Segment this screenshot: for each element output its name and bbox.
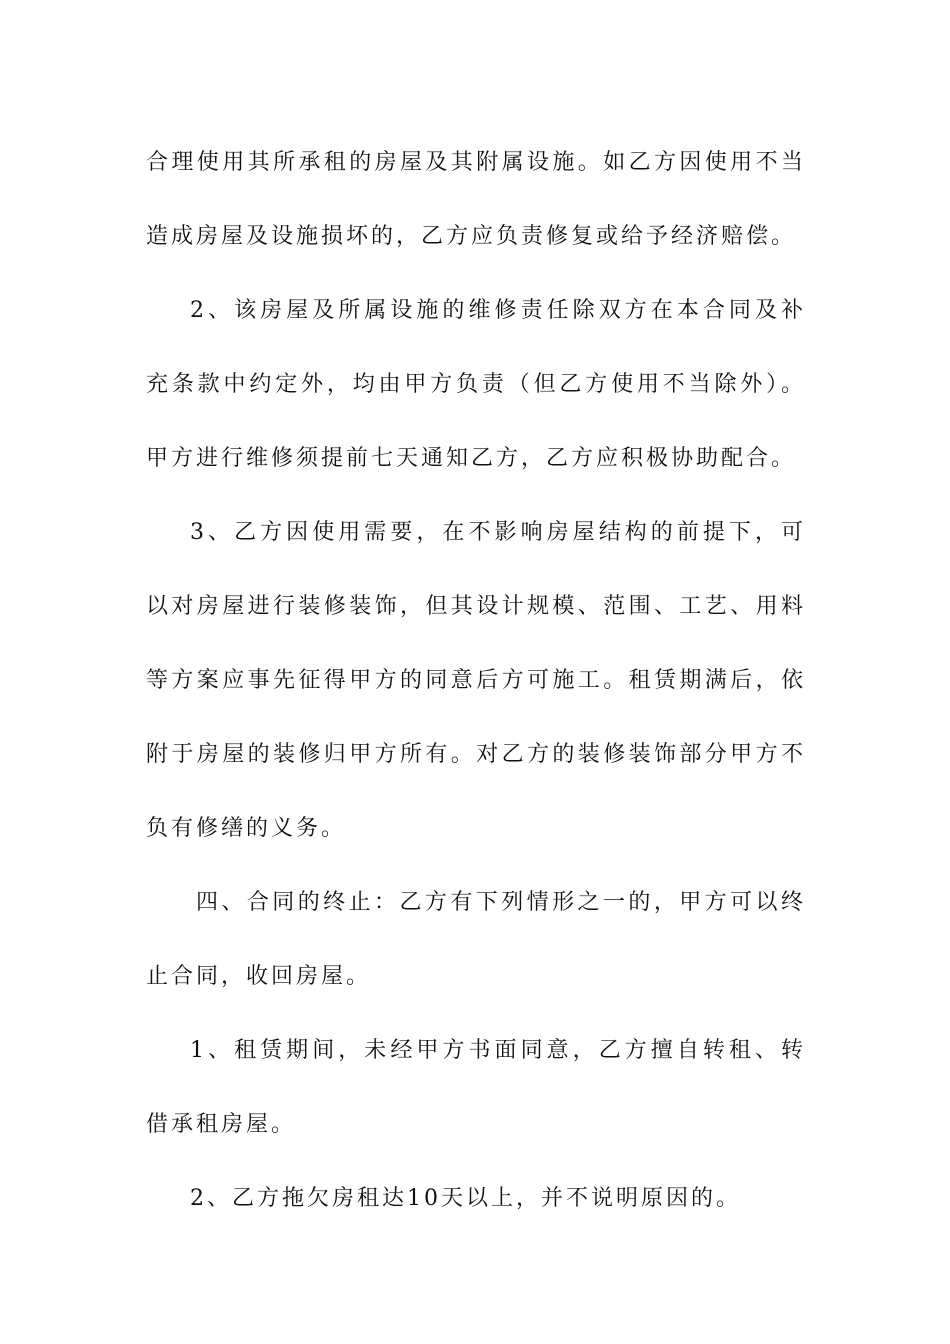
paragraph-renovation: 3、乙方因使用需要，在不影响房屋结构的前提下，可以对房屋进行装修装饰，但其设计规模、范围、工艺、用料等方案应事先征得甲方的同意后方可施工。租赁期满后，依附于房屋的装修归甲方所有。对乙方的装修装饰部分甲方不负有修缮的义务。 — [146, 520, 806, 841]
paragraph-termination-rent-arrears: 2、乙方拖欠房租达10天以上，并不说明原因的。 — [190, 1186, 741, 1211]
document-body — [146, 126, 806, 1236]
paragraph-maintenance-responsibility: 2、该房屋及所属设施的维修责任除双方在本合同及补充条款中约定外，均由甲方负责（但乙方使用不当除外）。甲方进行维修须提前七天通知乙方，乙方应积极协助配合。 — [146, 298, 806, 471]
paragraph-usage-and-damage: 合理使用其所承租的房屋及其附属设施。如乙方因使用不当造成房屋及设施损坏的，乙方应负责修复或给予经济赔偿。 — [146, 150, 806, 249]
section-heading-termination: 四、合同的终止：乙方有下列情形之一的，甲方可以终止合同，收回房屋。 — [146, 890, 806, 989]
paragraph-termination-sublet: 1、租赁期间，未经甲方书面同意，乙方擅自转租、转借承租房屋。 — [146, 1038, 806, 1137]
